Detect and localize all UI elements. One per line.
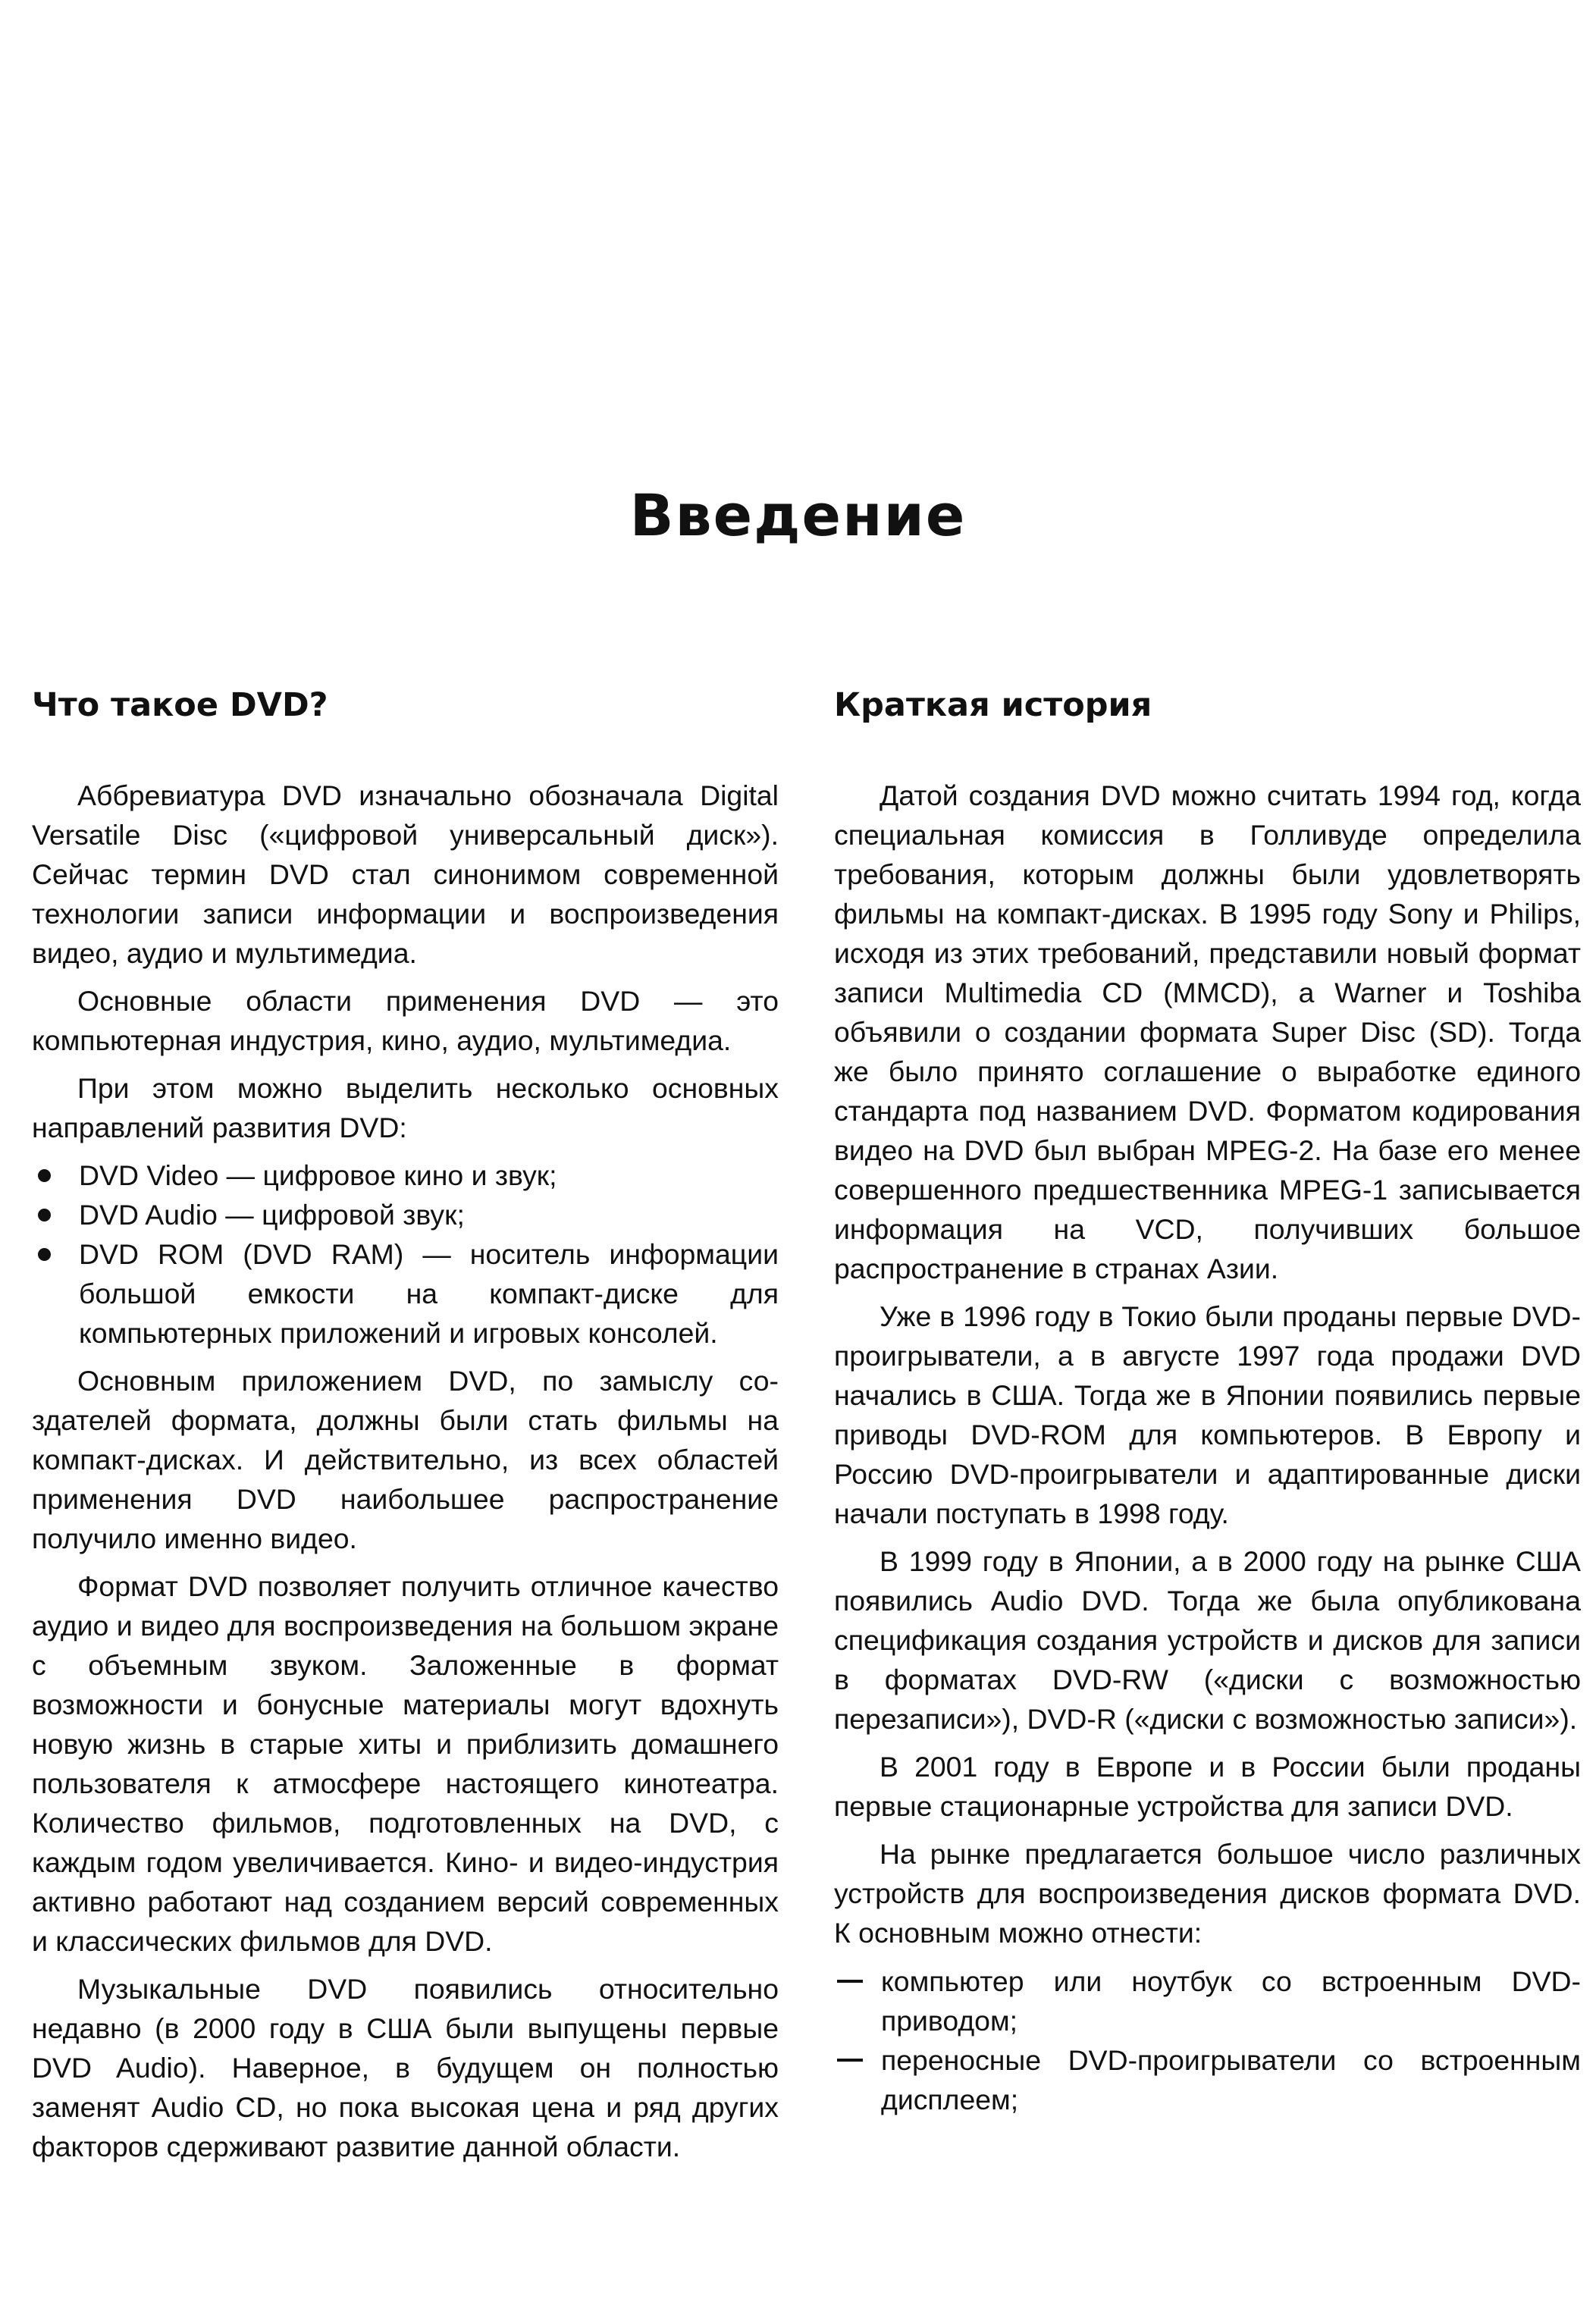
page-title: Введение	[629, 481, 967, 549]
bullet-list	[32, 1156, 779, 1353]
list-item	[834, 1962, 1581, 2040]
paragraph: Основные области применения DVD — это компьютерная индустрия, кино, аудио, мультимедиа.	[32, 985, 779, 1056]
list-item	[32, 1156, 779, 1195]
section-heading-what-is-dvd: Что такое DVD?	[32, 686, 328, 724]
list-item-text: DVD Video — цифровое кино и звук;	[79, 1159, 557, 1191]
list-item	[32, 1195, 779, 1234]
paragraph: На рынке предлагается большое число различных устройств для воспроизведения дисков формата DVD. К основным можно отнести:	[834, 1838, 1581, 1949]
list-item	[32, 1234, 779, 1353]
paragraph: Формат DVD позволяет получить отличное качество аудио и видео для воспроизведения на большом экране с объемным звуком. Заложенные в формат возможности и бонусные материалы могут вдохнуть новую жизнь в старые хиты и приблизить домашнего пользователя к атмосфере настоящего кинотеатра. Количество фильмов, подготовленных на DVD, с каждым годом увеличивается. Кино- и видео-индустрия активно работают над созданием версий современных и классических фильмов для DVD.	[32, 1570, 779, 1957]
paragraph: Датой создания DVD можно считать 1994 год, когда специальная комиссия в Голливуде определила требования, которым должны были удовлетворять фильмы на компакт-дисках. В 1995 году Sony и Philips, исходя из этих требований, представили новый формат записи Multimedia CD (MMCD), а Warner и Toshiba объявили о создании формата Super Disc (SD). Тогда же было принято соглашение о выработке единого стандарта под названием DVD. Форматом кодирования видео на DVD был выбран MPEG-2. На базе его менее совершенного предшественника MPEG-1 записывается информация на VCD, получивших большое распространение в странах Азии.	[834, 779, 1581, 1284]
paragraph: Основным приложением DVD, по замыслу создателей формата, должны были стать фильмы на компакт-дисках. И действительно, из всех областей применения DVD наибольшее распространение получило именно видео.	[32, 1365, 779, 1554]
paragraph: При этом можно выделить несколько основных направлений развития DVD:	[32, 1072, 779, 1143]
paragraph: Уже в 1996 году в Токио были проданы первые DVD-проигрыватели, а в августе 1997 года продажи DVD начались в США. Тогда же в Японии появились первые приводы DVD-ROM для компьютеров. В Европу и Россию DVD-проигрыватели и адаптированные диски начали поступать в 1998 году.	[834, 1300, 1581, 1529]
list-item-text: DVD ROM (DVD RAM) — носитель информации большой емкости на компакт-диске для компьютерных приложений и игровых консолей.	[79, 1238, 779, 1349]
paragraph: Музыкальные DVD появились относительно недавно (в 2000 году в США были выпущены первые DVD Audio). Наверное, в будущем он полностью заменят Audio CD, но пока высокая цена и ряд других факторов сдерживают развитие данной области.	[32, 1973, 779, 2162]
right-column	[834, 679, 1581, 2128]
section-heading-history: Краткая история	[834, 686, 1152, 724]
list-item-text: компьютер или ноутбук со встроенным DVD-приводом;	[881, 1965, 1581, 2037]
paragraph: В 1999 году в Японии, а в 2000 году на рынке США появились Audio DVD. Тогда же была опубликована спецификация создания устройств и дисков для записи в форматах DVD-RW («диски с возможностью перезаписи»), DVD-R («диски с возможностью записи»).	[834, 1545, 1581, 1735]
paragraph: В 2001 году в Европе и в России были проданы первые стационарные устройства для записи DVD.	[834, 1751, 1581, 1822]
list-item-text: переносные DVD-проигрыватели со встроенным дисплеем;	[881, 2044, 1581, 2115]
list-item-text: DVD Audio — цифровой звук;	[79, 1199, 465, 1231]
dash-list	[834, 1962, 1581, 2119]
left-column	[32, 679, 779, 2175]
list-item	[834, 2040, 1581, 2119]
paragraph: Аббревиатура DVD изначально обозначала Digital Versatile Disc («цифровой универсальный диск»). Сейчас термин DVD стал синонимом современной технологии записи информации и воспроизведения видео, аудио и мультимедиа.	[32, 779, 779, 969]
